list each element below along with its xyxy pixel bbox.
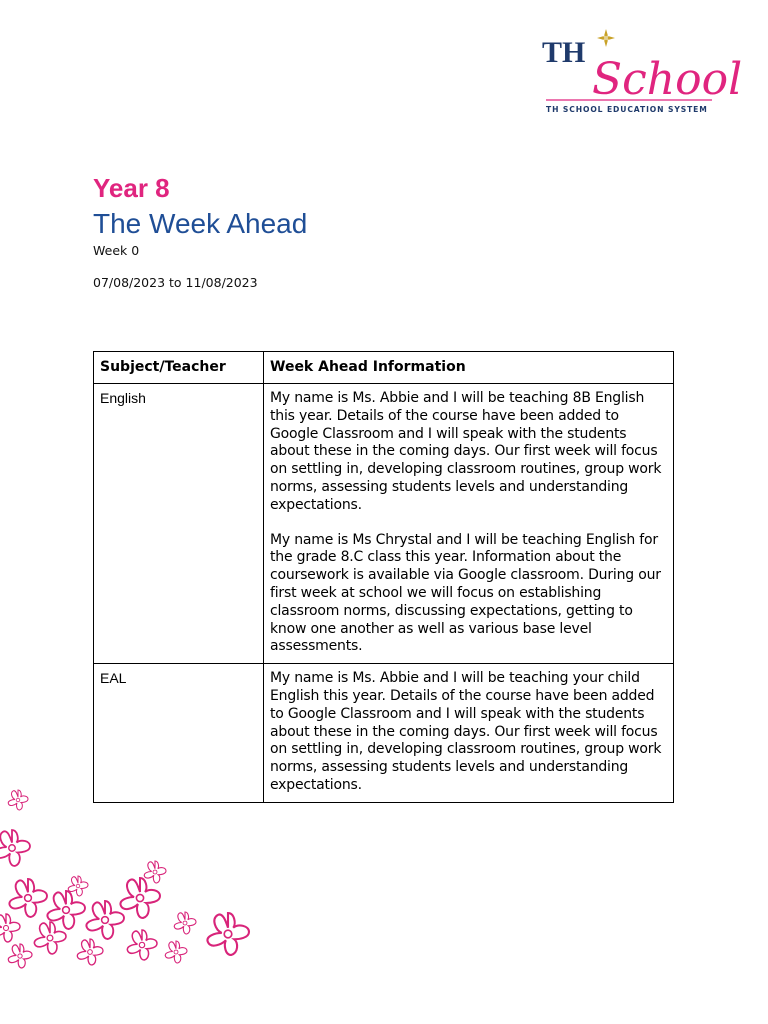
table-row-english (94, 384, 674, 664)
page-title: The Week Ahead (93, 208, 308, 239)
flower-decoration-icon (0, 780, 260, 970)
week-ahead-table (93, 351, 674, 803)
table-header-row (94, 352, 674, 384)
logo-tagline: TH SCHOOL EDUCATION SYSTEM (546, 105, 708, 114)
week-label: Week 0 (93, 243, 140, 258)
subject-cell-english: English (94, 384, 264, 664)
info-cell-english (264, 384, 674, 664)
info-paragraph: My name is Ms. Abbie and I will be teaching 8B English this year. Details of the course have been added to Google Classroom and I will speak with the students about these in the coming days. Our first week will focus on settling in, developing classroom routines, group work norms, assessing students levels and understanding expectations. (270, 390, 662, 513)
column-header-info: Week Ahead Information (264, 352, 674, 384)
logo-wordmark: School (592, 54, 743, 105)
logo-initials: TH (542, 36, 586, 69)
logo-star-icon (597, 29, 615, 47)
date-range: 07/08/2023 to 11/08/2023 (93, 275, 258, 290)
column-header-subject: Subject/Teacher (94, 352, 264, 384)
logo-mark (540, 26, 743, 106)
school-logo (540, 26, 743, 118)
grade-heading: Year 8 (93, 173, 170, 203)
info-cell-eal (264, 664, 674, 803)
subject-cell-eal: EAL (94, 664, 264, 803)
info-paragraph: My name is Ms. Abbie and I will be teaching your child English this year. Details of the course have been added to Google Classroom and I will speak with the students about these in the coming days. Our first week will focus on settling in, developing classroom routines, group work norms, assessing students levels and understanding expectations. (270, 670, 662, 793)
info-paragraph: My name is Ms Chrystal and I will be teaching English for the grade 8.C class this year. Information about the coursework is available via Google classroom. During our first week at school we will focus on establishing classroom norms, discussing expectations, getting to know one another as well as various base level assessments. (270, 531, 661, 655)
